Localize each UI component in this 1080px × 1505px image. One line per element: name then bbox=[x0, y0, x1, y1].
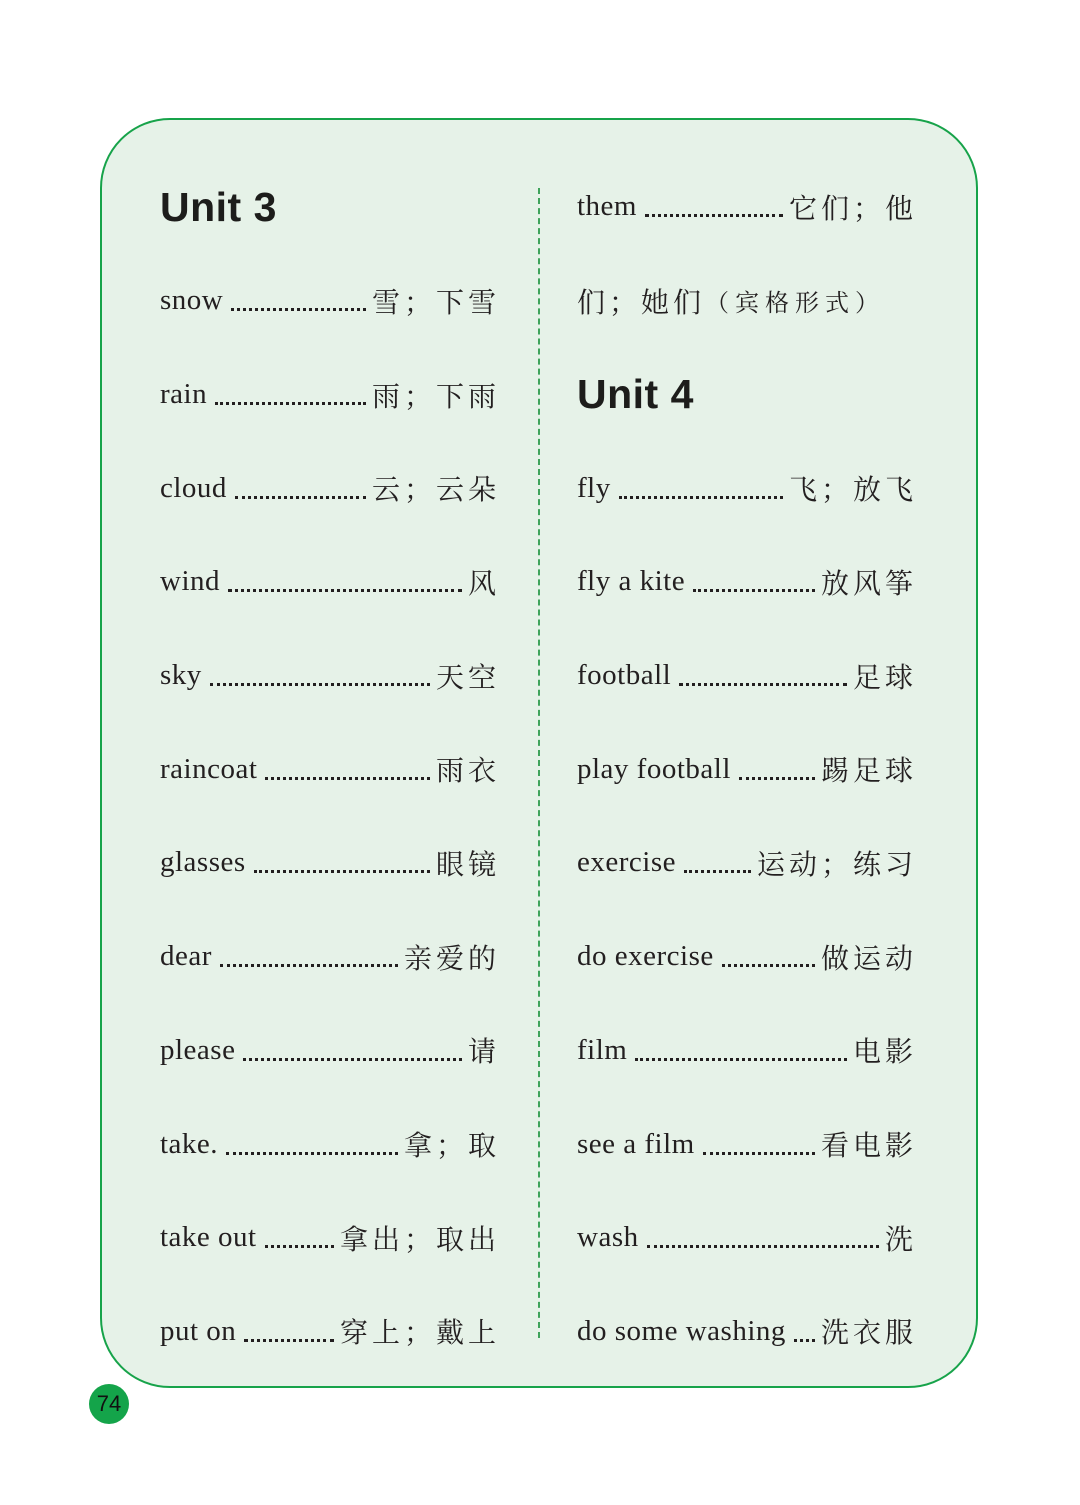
vocab-meaning: 看电影 bbox=[820, 1129, 917, 1163]
vocab-meaning: 雪；下雪 bbox=[371, 285, 500, 319]
vocab-entry bbox=[577, 1191, 917, 1285]
dot-leader bbox=[220, 942, 398, 967]
vocab-meaning-note: （宾格形式） bbox=[705, 289, 886, 318]
dot-leader bbox=[231, 286, 366, 311]
vocab-word: snow bbox=[160, 284, 224, 317]
vocab-entry bbox=[160, 722, 500, 816]
vocab-word: them bbox=[577, 190, 637, 223]
vocab-entry bbox=[160, 535, 500, 629]
vocab-entry bbox=[577, 535, 917, 629]
vocab-meaning: 雨；下雨 bbox=[371, 379, 500, 413]
dot-leader bbox=[693, 567, 815, 592]
page-number-badge: 74 bbox=[89, 1384, 129, 1424]
vocab-meaning: 放风筝 bbox=[820, 566, 917, 600]
vocab-entry bbox=[577, 1004, 917, 1098]
dot-leader bbox=[647, 1223, 879, 1248]
vocab-meaning: 拿出；取出 bbox=[339, 1222, 500, 1256]
dot-leader bbox=[254, 848, 430, 873]
vocab-meaning: 飞；放飞 bbox=[788, 473, 917, 507]
dot-leader bbox=[679, 661, 847, 686]
vocab-word: do some washing bbox=[577, 1314, 786, 1347]
vocab-entry-them bbox=[577, 160, 917, 254]
vocab-entry bbox=[160, 1285, 500, 1379]
vocab-entry bbox=[160, 1004, 500, 1098]
vocab-word: please bbox=[160, 1033, 236, 1066]
vocab-meaning: 做运动 bbox=[820, 941, 917, 975]
dot-leader bbox=[645, 192, 783, 217]
vocab-meaning: 云；云朵 bbox=[371, 473, 500, 507]
vocab-word: raincoat bbox=[160, 752, 258, 785]
vocab-entry bbox=[160, 441, 500, 535]
vocab-word: rain bbox=[160, 378, 208, 411]
vocab-entry bbox=[577, 816, 917, 910]
vocab-meaning: 天空 bbox=[435, 660, 500, 694]
vocab-word: football bbox=[577, 659, 672, 692]
vocab-entry bbox=[577, 629, 917, 723]
vocab-entry bbox=[160, 910, 500, 1004]
dot-leader bbox=[703, 1130, 815, 1155]
vocab-meaning-line2: 们；她们 bbox=[577, 285, 706, 319]
vocab-meaning: 穿上；戴上 bbox=[339, 1316, 500, 1350]
vocab-meaning: 眼镜 bbox=[435, 847, 500, 881]
dot-leader bbox=[226, 1130, 398, 1155]
dot-leader bbox=[228, 567, 462, 592]
vocab-meaning: 踢足球 bbox=[820, 754, 917, 788]
dot-leader bbox=[635, 1036, 847, 1061]
dot-leader bbox=[244, 1317, 334, 1342]
vocab-meaning: 足球 bbox=[852, 660, 917, 694]
vocab-entry bbox=[577, 1097, 917, 1191]
vocab-word: film bbox=[577, 1033, 628, 1066]
vocab-entry bbox=[160, 254, 500, 348]
vocab-meaning: 雨衣 bbox=[435, 754, 500, 788]
vocab-meaning: 拿；取 bbox=[403, 1129, 500, 1163]
vocab-meaning: 运动；练习 bbox=[756, 847, 917, 881]
vocab-word: wind bbox=[160, 565, 220, 598]
vocab-meaning: 电影 bbox=[852, 1035, 917, 1069]
vocab-meaning-continued bbox=[577, 254, 917, 348]
left-column bbox=[160, 160, 500, 1378]
dot-leader bbox=[619, 474, 783, 499]
vocab-entry bbox=[160, 1097, 500, 1191]
vocab-meaning: 风 bbox=[467, 566, 500, 600]
vocab-word: do exercise bbox=[577, 940, 714, 973]
unit-3-title: Unit 3 bbox=[160, 184, 277, 230]
vocab-meaning: 洗衣服 bbox=[820, 1316, 917, 1350]
vocab-word: take. bbox=[160, 1127, 219, 1160]
vocab-word: play football bbox=[577, 752, 731, 785]
unit-4-title: Unit 4 bbox=[577, 371, 694, 418]
dot-leader bbox=[235, 474, 366, 499]
vocab-word: cloud bbox=[160, 471, 227, 504]
vocab-word: sky bbox=[160, 659, 202, 692]
dot-leader bbox=[265, 755, 430, 780]
vocab-entry bbox=[577, 441, 917, 535]
vocab-word: exercise bbox=[577, 846, 676, 879]
vocab-entry bbox=[160, 1191, 500, 1285]
vocab-meaning: 请 bbox=[467, 1035, 500, 1069]
vocab-word: dear bbox=[160, 940, 212, 973]
vocab-word: wash bbox=[577, 1221, 639, 1254]
vocab-word: fly a kite bbox=[577, 565, 686, 598]
vocab-entry bbox=[160, 816, 500, 910]
dot-leader bbox=[215, 380, 366, 405]
dot-leader bbox=[243, 1036, 462, 1061]
vocab-word: take out bbox=[160, 1221, 257, 1254]
vocab-entry bbox=[160, 348, 500, 442]
vocab-entry bbox=[577, 910, 917, 1004]
column-divider bbox=[538, 188, 540, 1338]
vocab-word: see a film bbox=[577, 1127, 695, 1160]
vocab-word: put on bbox=[160, 1314, 237, 1347]
dot-leader bbox=[265, 1223, 334, 1248]
dot-leader bbox=[684, 848, 751, 873]
dot-leader bbox=[794, 1317, 815, 1342]
vocab-meaning: 亲爱的 bbox=[403, 941, 500, 975]
vocab-word: glasses bbox=[160, 846, 246, 879]
dot-leader bbox=[722, 942, 815, 967]
vocab-word: fly bbox=[577, 471, 611, 504]
dot-leader bbox=[739, 755, 815, 780]
vocab-meaning: 洗 bbox=[884, 1222, 917, 1256]
vocab-entry bbox=[160, 629, 500, 723]
dot-leader bbox=[210, 661, 430, 686]
vocab-entry bbox=[577, 1285, 917, 1379]
vocab-meaning: 它们；他 bbox=[788, 191, 917, 225]
vocab-entry bbox=[577, 722, 917, 816]
right-column bbox=[577, 160, 917, 1378]
